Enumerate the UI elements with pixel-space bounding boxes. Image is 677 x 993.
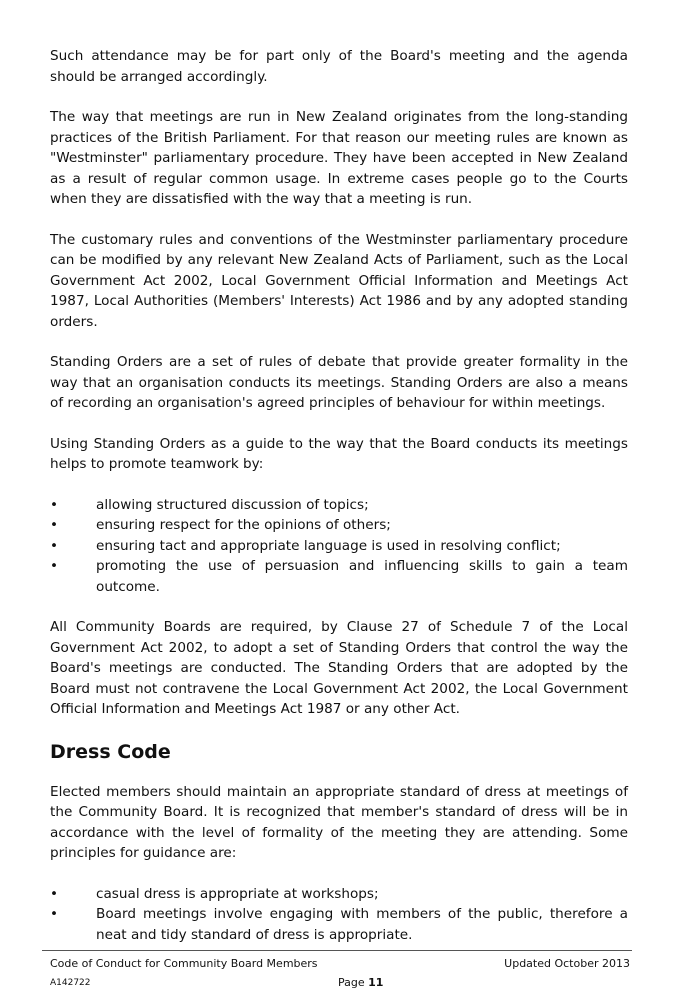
- footer-updated-date: Updated October 2013: [504, 957, 630, 970]
- page-number: [338, 976, 383, 989]
- document-reference: A142722: [50, 978, 91, 988]
- list-item-text: promoting the use of persuasion and influencing skills to gain a team outcome.: [96, 558, 628, 595]
- list-item-text: casual dress is appropriate at workshops;: [96, 885, 379, 902]
- document-body: [50, 46, 628, 965]
- list-item: [50, 495, 628, 516]
- paragraph: Standing Orders are a set of rules of debate that provide greater formality in the way that an organisation conducts its meetings. Standing Orders are also a means of recording an organisation's agreed principles of behaviour for within meetings.: [50, 354, 628, 411]
- list-item-text: allowing structured discussion of topics;: [96, 496, 369, 513]
- list-item: [50, 904, 628, 945]
- bullet-icon: •: [50, 537, 59, 554]
- list-item: [50, 536, 628, 557]
- bullet-icon: •: [50, 906, 59, 922]
- bullet-icon: •: [50, 517, 59, 533]
- bullet-icon: •: [50, 496, 59, 513]
- list-item-text: Board meetings involve engaging with members of the public, therefore a neat and tidy standard of dress is appropriate.: [96, 906, 628, 943]
- paragraph: Elected members should maintain an appropriate standard of dress at meetings of the Community Board. It is recognized that member's standard of dress will be in accordance with the level of formality of the meeting they are attending. Some principles for guidance are:: [50, 783, 628, 861]
- bullet-list: [50, 884, 628, 946]
- list-item-text: ensuring respect for the opinions of others;: [96, 517, 391, 533]
- page-label: Page: [338, 976, 365, 989]
- list-item-text: ensuring tact and appropriate language is used in resolving conflict;: [96, 537, 561, 554]
- footer-divider: [42, 950, 632, 951]
- paragraph: The way that meetings are run in New Zealand originates from the long-standing practices of the British Parliament. For that reason our meeting rules are known as "Westminster" parliamentary procedure. They have been accepted in New Zealand as a result of regular common usage. In extreme cases people go to the Courts when they are dissatisfied with the way that a meeting is run.: [50, 109, 628, 207]
- section-heading: Dress Code: [50, 740, 171, 763]
- paragraph: The customary rules and conventions of the Westminster parliamentary procedure can be modified by any relevant New Zealand Acts of Parliament, such as the Local Government Act 2002, Local Government Official Information and Meetings Act 1987, Local Authorities (Members' Interests) Act 1986 and by any adopted standing orders.: [50, 231, 628, 330]
- paragraph: Such attendance may be for part only of the Board's meeting and the agenda should be arranged accordingly.: [50, 48, 628, 85]
- bullet-icon: •: [50, 558, 59, 574]
- paragraph: All Community Boards are required, by Clause 27 of Schedule 7 of the Local Government Act 2002, to adopt a set of Standing Orders that control the way the Board's meetings are conducted. The Standing Orders that are adopted by the Board must not contravene the Local Government Act 2002, the Local Government Official Information and Meetings Act 1987 or any other Act.: [50, 619, 628, 717]
- bullet-icon: •: [50, 885, 59, 902]
- bullet-list: [50, 495, 628, 598]
- list-item: [50, 556, 628, 597]
- list-item: [50, 884, 628, 905]
- footer-title: Code of Conduct for Community Board Members: [50, 957, 318, 970]
- page-number-value: 11: [368, 976, 384, 989]
- paragraph: Using Standing Orders as a guide to the way that the Board conducts its meetings helps to promote teamwork by:: [50, 435, 628, 472]
- list-item: [50, 515, 628, 536]
